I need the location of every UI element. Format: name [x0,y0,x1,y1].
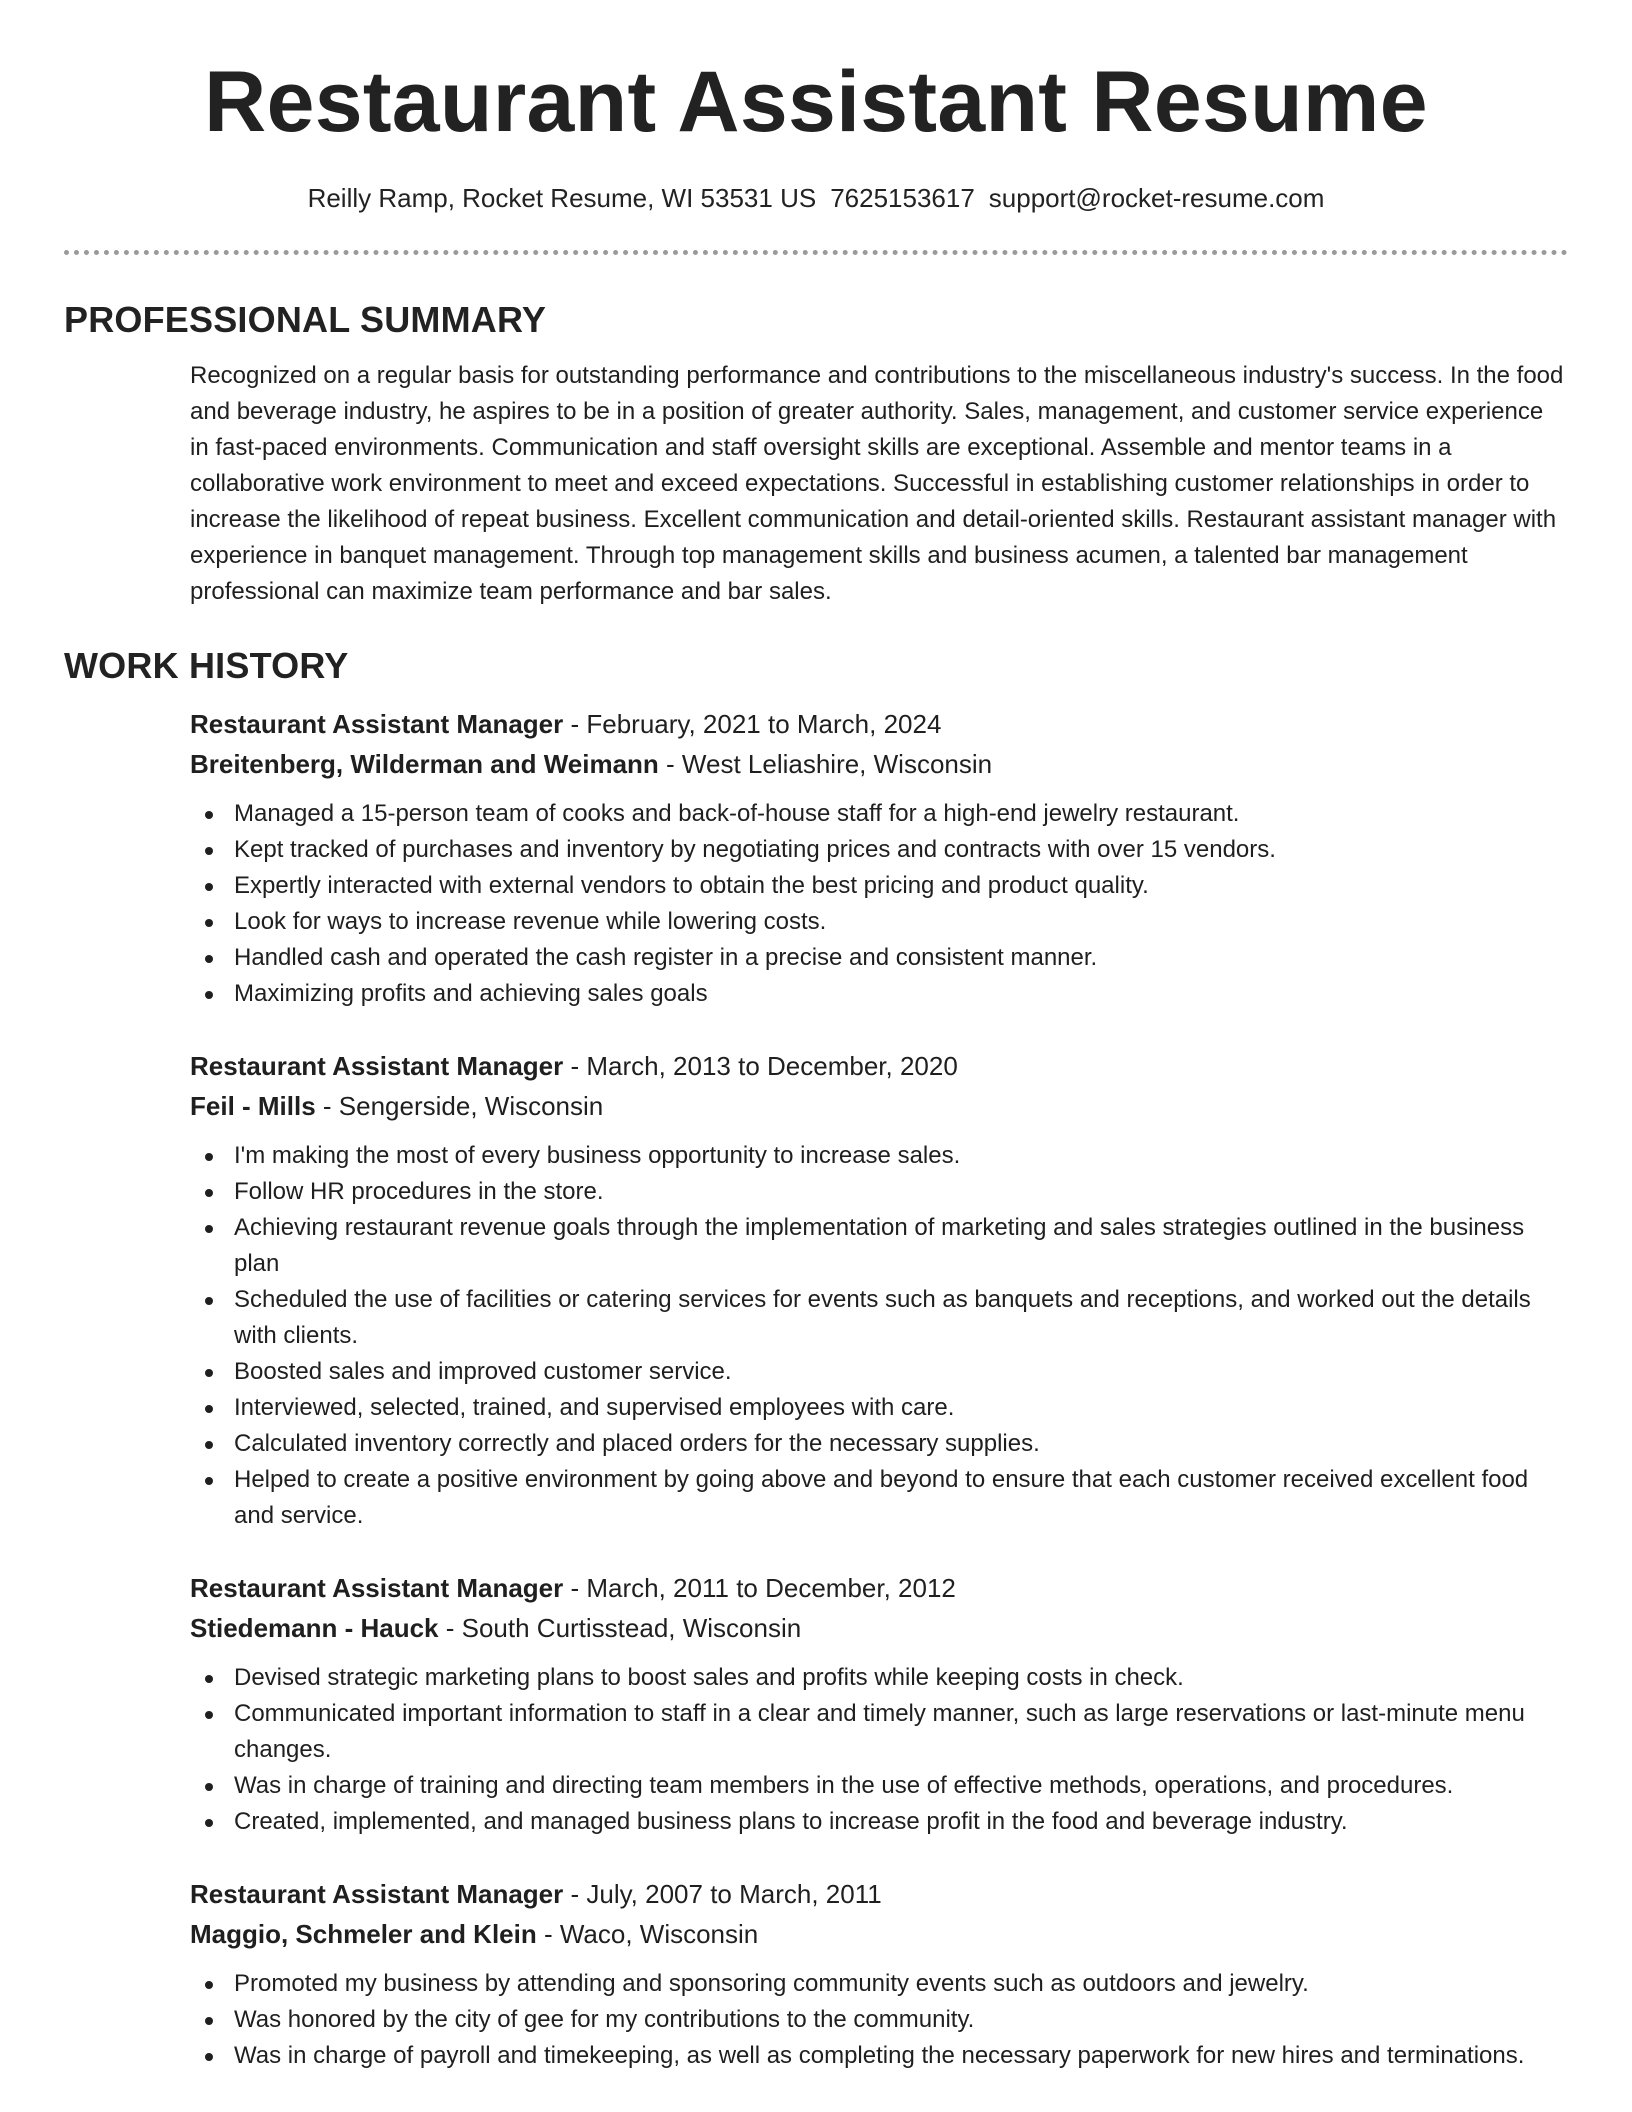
resume-title: Restaurant Assistant Resume [204,54,1428,150]
job-title-line [190,1046,1568,1086]
job-dates: - March, 2013 to December, 2020 [563,1051,958,1081]
job-bullet: Kept tracked of purchases and inventory by negotiating prices and contracts with over 15 vendors. [234,832,1568,868]
job-company: Maggio, Schmeler and Klein [190,1919,537,1949]
job-bullet: Calculated inventory correctly and placed orders for the necessary supplies. [234,1426,1568,1462]
professional-summary-section [64,298,1568,610]
job-company: Feil - Mills [190,1091,316,1121]
job-company-line [190,1608,1568,1648]
job-dates: - February, 2021 to March, 2024 [563,709,942,739]
section-heading-summary: PROFESSIONAL SUMMARY [64,299,547,340]
job-title: Restaurant Assistant Manager [190,709,564,739]
job-bullet: Follow HR procedures in the store. [234,1174,1568,1210]
job-location: - Sengerside, Wisconsin [315,1091,604,1121]
job-bullet: Maximizing profits and achieving sales goals [234,976,1568,1012]
job-title-line [190,704,1568,744]
job-entry [190,704,1568,1012]
job-dates: - July, 2007 to March, 2011 [563,1879,882,1909]
job-bullet: Interviewed, selected, trained, and supervised employees with care. [234,1390,1568,1426]
job-entry [190,1874,1568,2074]
job-title-line [190,1874,1568,1914]
job-bullet-list [190,1138,1568,1534]
job-bullet: Promoted my business by attending and sponsoring community events such as outdoors and jewelry. [234,1966,1568,2002]
job-bullet: Was honored by the city of gee for my contributions to the community. [234,2002,1568,2038]
job-bullet: Boosted sales and improved customer service. [234,1354,1568,1390]
job-bullet: Scheduled the use of facilities or catering services for events such as banquets and receptions, and worked out the details with clients. [234,1282,1568,1354]
job-company-line [190,1914,1568,1954]
job-company-line [190,1086,1568,1126]
contact-email: support@rocket-resume.com [988,183,1325,213]
job-company-line [190,744,1568,784]
job-bullet-list [190,1966,1568,2074]
job-bullet: Devised strategic marketing plans to boost sales and profits while keeping costs in check. [234,1660,1568,1696]
job-bullet: Communicated important information to staff in a clear and timely manner, such as large reservations or last-minute menu changes. [234,1696,1568,1768]
header-divider [64,250,1568,255]
job-list [190,704,1568,2074]
job-dates: - March, 2011 to December, 2012 [563,1573,956,1603]
work-history-section [64,644,1568,2108]
job-location: - South Curtisstead, Wisconsin [438,1613,802,1643]
contact-phone: 7625153617 [830,183,975,213]
contact-address: Reilly Ramp, Rocket Resume, WI 53531 US [307,183,817,213]
summary-text: Recognized on a regular basis for outstanding performance and contributions to the miscellaneous industry's success. In the food and beverage industry, he aspires to be in a position of greater authority. Sales, management, and customer service experience in fast-paced environments. Communication and staff oversight skills are exceptional. Assemble and mentor teams in a collaborative work environment to meet and exceed expectations. Successful in establishing customer relationships in order to increase the likelihood of repeat business. Excellent communication and detail-oriented skills. Restaurant assistant manager with experience in banquet management. Through top management skills and business acumen, a talented bar management professional can maximize team performance and bar sales. [190,362,1564,605]
job-bullet: Expertly interacted with external vendors to obtain the best pricing and product quality. [234,868,1568,904]
job-title: Restaurant Assistant Manager [190,1573,564,1603]
job-bullet: Was in charge of payroll and timekeeping, as well as completing the necessary paperwork for new hires and terminations. [234,2038,1568,2074]
job-bullet: Created, implemented, and managed business plans to increase profit in the food and beverage industry. [234,1804,1568,1840]
contact-line [0,180,1632,216]
job-bullet-list [190,1660,1568,1840]
job-bullet: Look for ways to increase revenue while lowering costs. [234,904,1568,940]
job-title: Restaurant Assistant Manager [190,1879,564,1909]
job-title-line [190,1568,1568,1608]
job-company: Stiedemann - Hauck [190,1613,439,1643]
job-location: - Waco, Wisconsin [536,1919,759,1949]
job-bullet: Handled cash and operated the cash register in a precise and consistent manner. [234,940,1568,976]
job-bullet-list [190,796,1568,1012]
job-bullet: I'm making the most of every business opportunity to increase sales. [234,1138,1568,1174]
job-location: - West Leliashire, Wisconsin [658,749,993,779]
job-bullet: Achieving restaurant revenue goals through the implementation of marketing and sales strategies outlined in the business plan [234,1210,1568,1282]
job-title: Restaurant Assistant Manager [190,1051,564,1081]
section-heading-work-history: WORK HISTORY [64,645,349,686]
job-bullet: Was in charge of training and directing team members in the use of effective methods, operations, and procedures. [234,1768,1568,1804]
job-bullet: Managed a 15-person team of cooks and back-of-house staff for a high-end jewelry restaurant. [234,796,1568,832]
job-company: Breitenberg, Wilderman and Weimann [190,749,659,779]
job-entry [190,1046,1568,1534]
job-entry [190,1568,1568,1840]
job-bullet: Helped to create a positive environment by going above and beyond to ensure that each customer received excellent food and service. [234,1462,1568,1534]
